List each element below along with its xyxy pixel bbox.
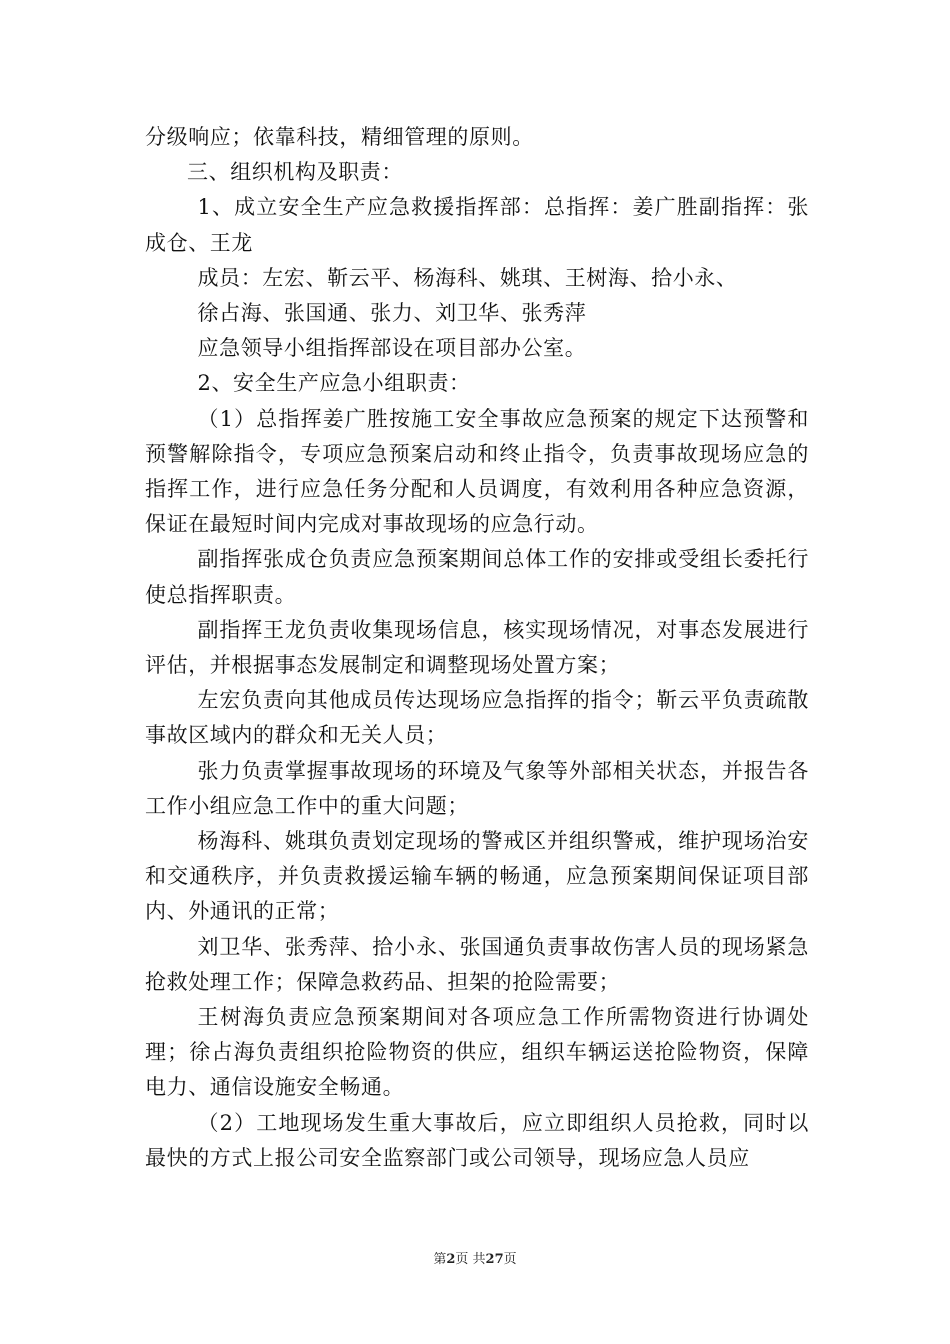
paragraph-yang-yao: 杨海科、姚琪负责划定现场的警戒区并组织警戒，维护现场治安和交通秩序，并负责救援运输车辆的畅通，应急预案期间保证项目部内、外通讯的正常； xyxy=(145,829,809,924)
paragraph-command-setup: 1、成立安全生产应急救援指挥部：总指挥：姜广胜副指挥：张成仓、王龙 xyxy=(145,195,809,255)
paragraph-duties-heading: 2、安全生产应急小组职责： xyxy=(197,371,471,396)
paragraph-office-location: 应急领导小组指挥部设在项目部办公室。 xyxy=(197,336,587,361)
page-footer xyxy=(0,1248,950,1267)
footer-suffix: 页 xyxy=(503,1252,517,1267)
footer-prefix: 第 xyxy=(433,1252,447,1267)
paragraph-deputy-zhang: 副指挥张成仓负责应急预案期间总体工作的安排或受组长委托行使总指挥职责。 xyxy=(145,547,809,607)
footer-total-pages: 27 xyxy=(485,1252,504,1267)
footer-middle: 页 共 xyxy=(455,1252,486,1267)
paragraph-members-line-1: 成员：左宏、靳云平、杨海科、姚琪、王树海、拾小永、 xyxy=(197,265,738,290)
paragraph-principle-end: 分级响应；依靠科技，精细管理的原则。 xyxy=(145,125,534,149)
paragraph-duty-1: （1）总指挥姜广胜按施工安全事故应急预案的规定下达预警和预警解除指令，专项应急预案启动和终止指令，负责事故现场应急的指挥工作，进行应急任务分配和人员调度，有效利用各种应急资源，保证在最短时间内完成对事故现场的应急行动。 xyxy=(145,406,809,537)
paragraph-duty-2: （2）工地现场发生重大事故后，应立即组织人员抢救，同时以最快的方式上报公司安全监察部门或公司领导，现场应急人员应 xyxy=(145,1110,809,1170)
paragraph-zhang-li: 张力负责掌握事故现场的环境及气象等外部相关状态，并报告各工作小组应急工作中的重大问题； xyxy=(145,758,809,818)
footer-current-page: 2 xyxy=(446,1252,456,1267)
paragraph-materials: 王树海负责应急预案期间对各项应急工作所需物资进行协调处理；徐占海负责组织抢险物资的供应，组织车辆运送抢险物资，保障电力、通信设施安全畅通。 xyxy=(145,1005,809,1100)
document-body xyxy=(145,120,809,1176)
paragraph-members-line-2: 徐占海、张国通、张力、刘卫华、张秀萍 xyxy=(197,301,587,326)
paragraph-deputy-wang: 副指挥王龙负责收集现场信息，核实现场情况，对事态发展进行评估，并根据事态发展制定和调整现场处置方案； xyxy=(145,617,809,678)
paragraph-zuo-jin: 左宏负责向其他成员传达现场应急指挥的指令；靳云平负责疏散事故区域内的群众和无关人员； xyxy=(145,688,809,748)
paragraph-rescue-team: 刘卫华、张秀萍、拾小永、张国通负责事故伤害人员的现场紧急抢救处理工作；保障急救药品、担架的抢险需要； xyxy=(145,934,809,994)
section-heading-organization: 三、组织机构及职责： xyxy=(187,160,403,185)
